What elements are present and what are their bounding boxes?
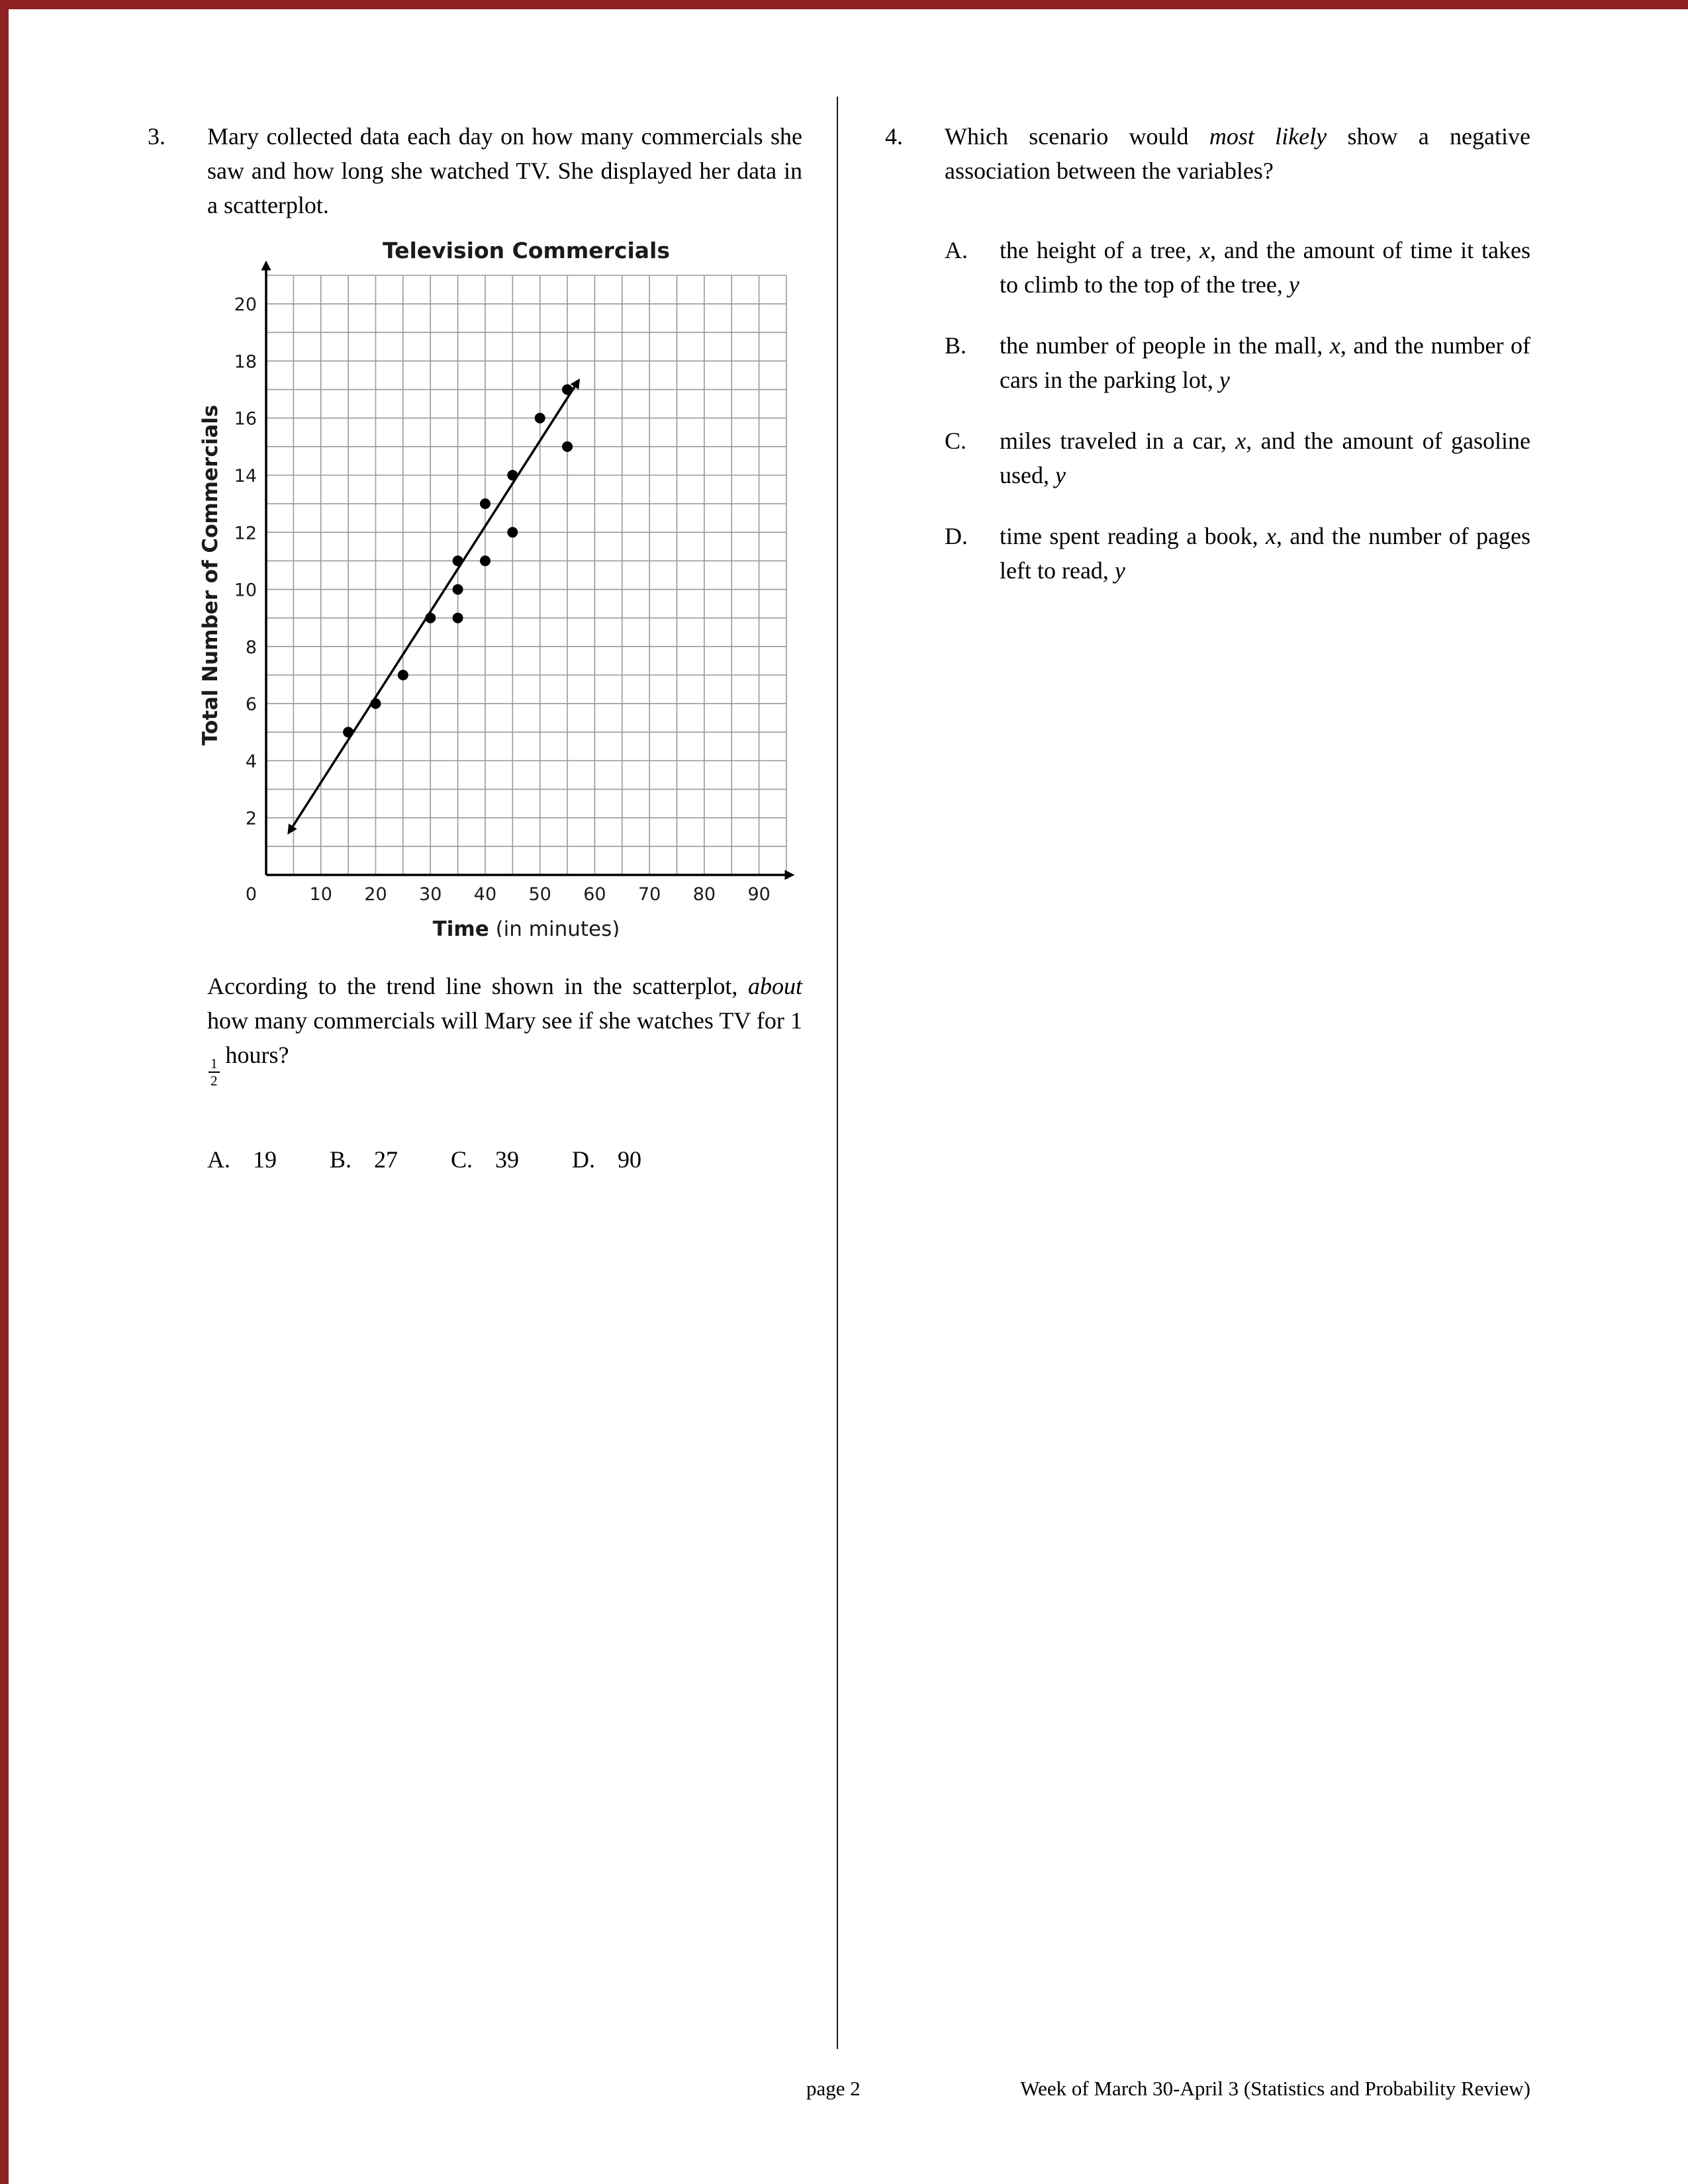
svg-text:10: 10 [309, 884, 332, 905]
svg-text:90: 90 [747, 884, 771, 905]
answer-label: C. [451, 1146, 473, 1173]
choice-text: miles traveled in a car, x, and the amount of gasoline used, y [1000, 428, 1531, 488]
question-4 [885, 119, 1530, 588]
choice-label: B. [945, 332, 967, 359]
question-3-number: 3. [148, 123, 165, 150]
scatterplot-figure [200, 236, 802, 937]
fraction: $\frac{1}{2}$ [209, 1056, 220, 1088]
svg-text:14: 14 [234, 466, 257, 486]
choice-item [945, 328, 1530, 397]
question-4-prompt: Which scenario would most likely show a negative association between the variables? [945, 123, 1530, 184]
svg-text:16: 16 [234, 408, 257, 430]
answer-label: A. [207, 1146, 230, 1173]
svg-text:6: 6 [245, 694, 257, 715]
svg-text:18: 18 [234, 351, 257, 373]
choice-item [945, 233, 1530, 302]
svg-text:80: 80 [692, 884, 716, 905]
answer-label: B. [330, 1146, 352, 1173]
chart-ylabel: Total Number of Commercials [200, 404, 222, 746]
question-4-body [945, 119, 1530, 588]
answer-value: 27 [374, 1146, 399, 1173]
chart-axes [266, 263, 792, 875]
answer-option [451, 1142, 519, 1177]
choice-text: the height of a tree, x, and the amount of time it takes to climb to the top of the tree, y [1000, 237, 1530, 298]
question-3 [148, 119, 802, 1177]
choice-label: C. [945, 428, 967, 454]
question-4-choices [945, 233, 1530, 588]
chart-trend-line [289, 381, 579, 833]
svg-text:50: 50 [528, 884, 551, 905]
svg-text:4: 4 [245, 751, 257, 772]
choice-text: time spent reading a book, x, and the number of pages left to read, y [1000, 523, 1530, 584]
svg-text:40: 40 [473, 884, 497, 905]
answer-label: D. [572, 1146, 596, 1173]
chart-tick-labels [234, 295, 771, 905]
answer-value: 90 [618, 1146, 642, 1173]
column-divider [837, 97, 838, 2049]
chart-title: Television Commercials [382, 238, 671, 263]
svg-text:20: 20 [364, 884, 387, 905]
scatterplot-chart [200, 236, 802, 946]
answer-option [572, 1142, 641, 1177]
scatterplot-svg [200, 236, 802, 937]
chart-xlabel: Time (in minutes) [432, 917, 620, 937]
svg-text:60: 60 [583, 884, 606, 905]
choice-label: D. [945, 523, 968, 549]
question-3-body [200, 119, 802, 1177]
question-4-number: 4. [885, 123, 903, 150]
chart-grid [266, 275, 786, 875]
choice-label: A. [945, 237, 968, 263]
svg-text:70: 70 [637, 884, 661, 905]
svg-text:30: 30 [419, 884, 442, 905]
footer-page-number: page 2 [806, 2077, 861, 2100]
footer-title: Week of March 30-April 3 (Statistics and Probability Review) [1020, 2077, 1530, 2100]
svg-text:0: 0 [245, 884, 257, 905]
answer-value: 19 [253, 1146, 277, 1173]
svg-text:10: 10 [234, 580, 257, 601]
svg-text:20: 20 [234, 295, 257, 316]
page-footer [0, 2077, 1688, 2106]
page-border-left [0, 0, 9, 2184]
answer-option [330, 1142, 398, 1177]
svg-text:2: 2 [245, 808, 257, 829]
svg-text:8: 8 [245, 637, 257, 658]
page-border-top [0, 0, 1688, 9]
choice-text: the number of people in the mall, x, and the number of cars in the parking lot, y [1000, 332, 1530, 393]
answer-option [207, 1142, 277, 1177]
choice-item [945, 424, 1530, 492]
answer-value: 39 [495, 1146, 520, 1173]
question-3-followup: According to the trend line shown in the scatterplot, about how many commercials will Mary see if she watches TV for 1 $\frac{1}{2}$ hours? [207, 973, 802, 1089]
choice-item [945, 519, 1530, 588]
question-3-answer-row [207, 1142, 802, 1177]
svg-text:12: 12 [234, 523, 257, 544]
question-3-prompt: Mary collected data each day on how many commercials she saw and how long she watched TV. She displayed her data in a scatterplot. [207, 123, 802, 218]
